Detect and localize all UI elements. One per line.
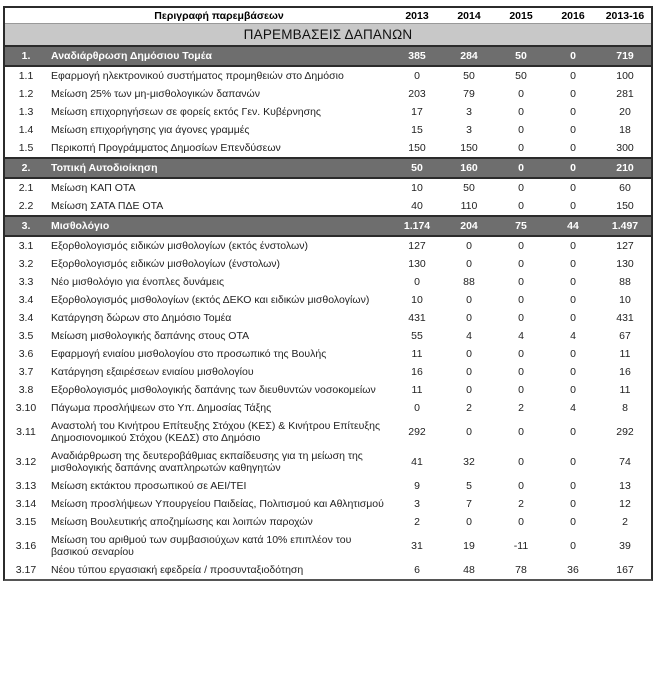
item-value: 4 (570, 402, 576, 414)
item-value: 18 (619, 124, 631, 136)
item-value: 3 (466, 106, 472, 118)
item-description: Μείωση προσλήψεων Υπουργείου Παιδείας, Πολιτισμού και Αθλητισμού (51, 498, 384, 510)
section-number: 1. (5, 46, 47, 66)
item-value: 130 (408, 258, 426, 270)
item-number: 3.13 (15, 480, 37, 492)
section-value: 0 (547, 46, 599, 66)
item-value: 0 (570, 498, 576, 510)
table-row (5, 197, 651, 216)
item-value: 60 (619, 182, 631, 194)
table-row (5, 381, 651, 399)
table-row (5, 417, 651, 447)
header-row (5, 8, 651, 24)
item-value: 0 (518, 258, 524, 270)
item-value: 0 (570, 456, 576, 468)
item-value: 0 (570, 366, 576, 378)
item-value: 100 (616, 70, 634, 82)
item-value: 0 (570, 480, 576, 492)
section-value: 1.174 (391, 216, 443, 236)
section-label: Τοπική Αυτοδιοίκηση (47, 158, 391, 178)
item-value: 11 (619, 348, 631, 360)
item-number: 1.3 (18, 106, 34, 118)
item-value: 292 (616, 426, 634, 438)
item-value: 150 (616, 200, 634, 212)
item-value: 0 (570, 258, 576, 270)
item-number: 1.5 (18, 142, 34, 154)
item-description: Μείωση ΚΑΠ ΟΤΑ (51, 182, 136, 194)
item-value: 127 (408, 240, 426, 252)
item-value: 431 (616, 312, 634, 324)
item-value: 0 (518, 384, 524, 396)
table-row (5, 139, 651, 158)
item-number: 3.5 (18, 330, 34, 342)
item-value: 2 (518, 402, 524, 414)
item-number: 3.4 (18, 312, 34, 324)
table-row (5, 495, 651, 513)
header-num (5, 8, 47, 24)
item-value: 0 (466, 516, 472, 528)
item-value: 19 (463, 540, 475, 552)
item-number: 2.2 (18, 200, 34, 212)
item-value: 0 (518, 366, 524, 378)
table-row (5, 327, 651, 345)
item-value: 67 (619, 330, 631, 342)
item-value: 150 (460, 142, 478, 154)
item-value: 0 (518, 312, 524, 324)
table-row (5, 309, 651, 327)
item-value: 50 (463, 182, 475, 194)
item-value: 4 (570, 330, 576, 342)
interventions-table (5, 8, 651, 579)
item-value: 292 (408, 426, 426, 438)
table-row (5, 255, 651, 273)
table-row (5, 103, 651, 121)
section-row (5, 158, 651, 178)
item-description: Πάγωμα προσλήψεων στο Υπ. Δημοσίας Τάξης (51, 402, 272, 414)
table-row (5, 178, 651, 197)
header-total: 2013-16 (605, 9, 645, 22)
table-row (5, 399, 651, 417)
item-value: 11 (411, 348, 423, 360)
item-value: 4 (518, 330, 524, 342)
section-value: 204 (443, 216, 495, 236)
item-value: 3 (466, 124, 472, 136)
section-value: 0 (495, 158, 547, 178)
table-title: ΠΑΡΕΜΒΑΣΕΙΣ ΔΑΠΑΝΩΝ (5, 24, 651, 47)
item-description: Αναστολή του Κινήτρου Επίτευξης Στόχου (ΚΕΣ) & Κινήτρου Επίτευξης Δημοσιονομικού Στόχου (ΚΕΔΣ) στο Δημόσιο (51, 420, 381, 444)
item-description: Εφαρμογή ενιαίου μισθολογίου στο προσωπικό της Βουλής (51, 348, 327, 360)
item-value: 3 (414, 498, 420, 510)
item-description: Αναδιάρθρωση της δευτεροβάθμιας εκπαίδευσης για τη μείωση της μισθολογικής δαπάνης αναπληρωτών καθηγητών (51, 450, 363, 474)
item-description: Μείωση ΣΑΤΑ ΠΔΕ ΟΤΑ (51, 200, 164, 212)
table-row (5, 273, 651, 291)
item-value: 10 (411, 294, 423, 306)
item-value: 0 (518, 106, 524, 118)
item-value: 2 (414, 516, 420, 528)
item-value: 0 (570, 240, 576, 252)
item-value: 20 (619, 106, 631, 118)
item-number: 3.14 (15, 498, 37, 510)
item-description: Εφαρμογή ηλεκτρονικού συστήματος προμηθειών στο Δημόσιο (51, 70, 344, 82)
item-value: 0 (570, 426, 576, 438)
item-value: 0 (518, 88, 524, 100)
header-2014: 2014 (457, 9, 481, 22)
section-value: 284 (443, 46, 495, 66)
item-value: 36 (567, 564, 579, 576)
item-value: -11 (513, 540, 529, 552)
item-value: 16 (411, 366, 423, 378)
item-number: 3.11 (16, 426, 36, 438)
item-description: Μείωση του αριθμού των συμβασιούχων κατά 10% επιπλέον του βασικού σεναρίου (51, 534, 352, 558)
item-number: 3.8 (18, 384, 34, 396)
item-value: 0 (466, 258, 472, 270)
item-value: 11 (619, 384, 631, 396)
item-value: 4 (466, 330, 472, 342)
section-label: Μισθολόγιο (47, 216, 391, 236)
table-row (5, 513, 651, 531)
table-row (5, 477, 651, 495)
item-value: 0 (518, 426, 524, 438)
item-value: 281 (616, 88, 634, 100)
item-value: 0 (414, 402, 420, 414)
item-description: Νέου τύπου εργασιακή εφεδρεία / προσυνταξιοδότηση (51, 564, 304, 576)
item-value: 0 (570, 312, 576, 324)
item-value: 10 (619, 294, 631, 306)
section-value: 75 (495, 216, 547, 236)
section-value: 0 (547, 158, 599, 178)
item-value: 8 (622, 402, 628, 414)
item-value: 0 (466, 426, 472, 438)
item-number: 3.12 (15, 456, 37, 468)
item-value: 0 (570, 384, 576, 396)
item-description: Μείωση 25% των μη-μισθολογικών δαπανών (51, 88, 261, 100)
item-value: 9 (414, 480, 420, 492)
section-number: 2. (5, 158, 47, 178)
section-value: 160 (443, 158, 495, 178)
section-value: 50 (495, 46, 547, 66)
item-value: 431 (408, 312, 426, 324)
section-value: 50 (391, 158, 443, 178)
item-value: 17 (411, 106, 423, 118)
item-value: 50 (463, 70, 475, 82)
item-number: 3.2 (18, 258, 34, 270)
item-value: 0 (570, 106, 576, 118)
item-number: 3.3 (18, 276, 34, 288)
item-value: 6 (414, 564, 420, 576)
item-value: 167 (616, 564, 634, 576)
item-value: 0 (518, 240, 524, 252)
item-value: 7 (466, 498, 472, 510)
item-value: 110 (460, 200, 478, 212)
item-value: 0 (570, 88, 576, 100)
table-row (5, 561, 651, 579)
item-value: 0 (466, 240, 472, 252)
item-value: 31 (411, 540, 423, 552)
item-value: 0 (570, 124, 576, 136)
item-value: 88 (463, 276, 475, 288)
item-description: Μείωση μισθολογικής δαπάνης στους ΟΤΑ (51, 330, 250, 342)
item-value: 127 (616, 240, 634, 252)
item-value: 88 (619, 276, 631, 288)
header-2015: 2015 (509, 9, 533, 22)
item-value: 15 (411, 124, 423, 136)
section-value: 44 (547, 216, 599, 236)
item-number: 3.10 (15, 402, 37, 414)
item-value: 50 (515, 70, 527, 82)
item-value: 0 (466, 366, 472, 378)
item-value: 0 (466, 294, 472, 306)
item-value: 32 (463, 456, 475, 468)
item-value: 0 (518, 348, 524, 360)
item-value: 0 (466, 384, 472, 396)
item-value: 150 (408, 142, 426, 154)
item-value: 13 (619, 480, 631, 492)
table-row (5, 121, 651, 139)
item-description: Εξορθολογισμός μισθολογίων (εκτός ΔΕΚΟ και ειδικών μισθολογίων) (51, 294, 370, 306)
item-value: 0 (414, 276, 420, 288)
item-value: 0 (414, 70, 420, 82)
item-number: 1.1 (18, 70, 34, 82)
section-row (5, 46, 651, 66)
item-number: 1.4 (18, 124, 34, 136)
section-label: Αναδιάρθρωση Δημόσιου Τομέα (47, 46, 391, 66)
item-description: Μείωση επιχορήγησης για άγονες γραμμές (51, 124, 250, 136)
table-title-row (5, 24, 651, 47)
item-description: Κατάργηση εξαιρέσεων ενιαίου μισθολογίου (51, 366, 254, 378)
item-value: 203 (408, 88, 426, 100)
item-number: 3.6 (18, 348, 34, 360)
item-value: 0 (570, 276, 576, 288)
table-row (5, 291, 651, 309)
item-value: 0 (518, 200, 524, 212)
item-value: 0 (518, 142, 524, 154)
item-value: 2 (518, 498, 524, 510)
item-value: 39 (619, 540, 631, 552)
section-value: 385 (391, 46, 443, 66)
item-number: 3.1 (18, 240, 34, 252)
item-value: 48 (463, 564, 475, 576)
item-number: 2.1 (18, 182, 34, 194)
section-number: 3. (5, 216, 47, 236)
item-description: Μείωση επιχορηγήσεων σε φορείς εκτός Γεν. Κυβέρνησης (51, 106, 321, 118)
item-value: 300 (616, 142, 634, 154)
item-value: 16 (619, 366, 631, 378)
item-value: 0 (570, 200, 576, 212)
item-number: 3.7 (18, 366, 34, 378)
item-value: 2 (466, 402, 472, 414)
item-number: 3.15 (15, 516, 37, 528)
section-value: 1.497 (599, 216, 651, 236)
item-value: 12 (619, 498, 631, 510)
item-value: 0 (466, 312, 472, 324)
table-row (5, 66, 651, 85)
item-description: Μείωση Βουλευτικής αποζημίωσης και λοιπών παροχών (51, 516, 313, 528)
section-value: 210 (599, 158, 651, 178)
header-2016: 2016 (561, 9, 585, 22)
item-value: 5 (466, 480, 472, 492)
item-value: 74 (619, 456, 631, 468)
item-value: 0 (518, 294, 524, 306)
interventions-table-frame (3, 6, 653, 581)
item-value: 0 (570, 142, 576, 154)
item-value: 0 (518, 276, 524, 288)
table-row (5, 85, 651, 103)
section-row (5, 216, 651, 236)
item-value: 0 (518, 124, 524, 136)
item-value: 0 (570, 182, 576, 194)
item-description: Μείωση εκτάκτου προσωπικού σε ΑΕΙ/ΤΕΙ (51, 480, 247, 492)
table-row (5, 447, 651, 477)
item-value: 0 (570, 540, 576, 552)
item-number: 1.2 (18, 88, 34, 100)
item-value: 11 (411, 384, 423, 396)
table-row (5, 236, 651, 255)
item-value: 2 (622, 516, 628, 528)
item-number: 3.17 (15, 564, 37, 576)
item-value: 130 (616, 258, 634, 270)
item-value: 0 (518, 516, 524, 528)
item-description: Περικοπή Προγράμματος Δημοσίων Επενδύσεων (51, 142, 281, 154)
item-number: 3.16 (15, 540, 37, 552)
item-value: 41 (411, 456, 423, 468)
header-2013: 2013 (405, 9, 429, 22)
item-value: 0 (518, 182, 524, 194)
item-value: 0 (570, 70, 576, 82)
item-value: 78 (515, 564, 527, 576)
item-description: Εξορθολογισμός ειδικών μισθολογίων (εκτός ένστολων) (51, 240, 308, 252)
item-value: 0 (466, 348, 472, 360)
item-value: 10 (411, 182, 423, 194)
table-row (5, 345, 651, 363)
table-row (5, 363, 651, 381)
header-description: Περιγραφή παρεμβάσεων (154, 9, 284, 22)
item-value: 0 (518, 456, 524, 468)
item-value: 0 (570, 294, 576, 306)
item-description: Εξορθολογισμός ειδικών μισθολογίων (ένστολων) (51, 258, 281, 270)
item-description: Νέο μισθολόγιο για ένοπλες δυνάμεις (51, 276, 225, 288)
item-value: 55 (411, 330, 423, 342)
table-row (5, 531, 651, 561)
item-value: 0 (518, 480, 524, 492)
item-number: 3.4 (18, 294, 34, 306)
item-value: 79 (463, 88, 475, 100)
item-value: 0 (570, 348, 576, 360)
section-value: 719 (599, 46, 651, 66)
item-value: 40 (411, 200, 423, 212)
item-value: 0 (570, 516, 576, 528)
item-description: Κατάργηση δώρων στο Δημόσιο Τομέα (51, 312, 232, 324)
item-description: Εξορθολογισμός μισθολογικής δαπάνης των διευθυντών νοσοκομείων (51, 384, 376, 396)
